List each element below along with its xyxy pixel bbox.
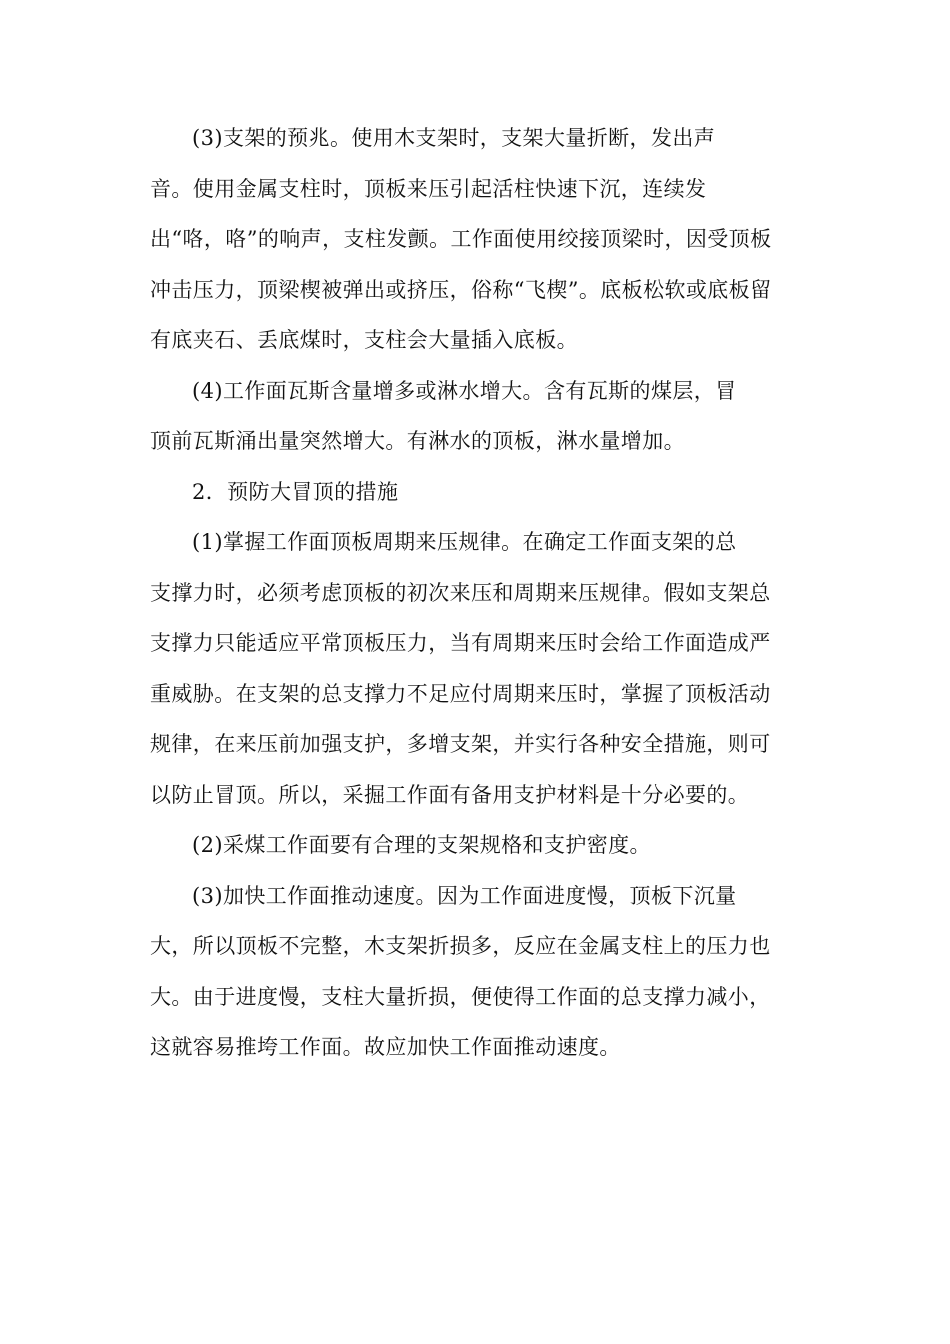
text-line: (2)采煤工作面要有合理的支架规格和支护密度。	[192, 833, 651, 857]
text-line: (3)支架的预兆。使用木支架时，支架大量折断，发出声	[192, 126, 716, 150]
paragraph-gas-water-increase	[150, 366, 810, 467]
text-line: 支撑力只能适应平常顶板压力，当有周期来压时会给工作面造成严	[150, 631, 771, 655]
text-line: 支撑力时，必须考虑顶板的初次来压和周期来压规律。假如支架总	[150, 580, 771, 605]
text-line: 2．预防大冒顶的措施	[192, 479, 399, 504]
paragraph-support-spec	[150, 820, 810, 871]
text-line: (3)加快工作面推动速度。因为工作面进度慢，顶板下沉量	[192, 883, 737, 908]
text-line: (1)掌握工作面顶板周期来压规律。在确定工作面支架的总	[192, 530, 737, 554]
document-body	[150, 113, 810, 1073]
text-line: 出“咯，咯”的响声，支柱发颤。工作面使用绞接顶梁时，因受顶板	[150, 227, 772, 251]
text-line: 顶前瓦斯涌出量突然增大。有淋水的顶板，淋水量增加。	[150, 429, 685, 453]
text-line: 有底夹石、丢底煤时，支柱会大量插入底板。	[150, 328, 578, 352]
paragraph-roof-support-signs	[150, 113, 810, 366]
text-line: (4)工作面瓦斯含量增多或淋水增大。含有瓦斯的煤层，冒	[192, 378, 737, 403]
text-line: 以防止冒顶。所以，采掘工作面有备用支护材料是十分必要的。	[150, 782, 750, 807]
section-heading-prevention-measures	[150, 467, 810, 518]
text-line: 重威胁。在支架的总支撑力不足应付周期来压时，掌握了顶板活动	[150, 681, 771, 706]
text-line: 规律，在来压前加强支护，多增支架，并实行各种安全措施，则可	[150, 732, 771, 756]
text-line: 这就容易推垮工作面。故应加快工作面推动速度。	[150, 1035, 621, 1059]
text-line: 音。使用金属支柱时，顶板来压引起活柱快速下沉，连续发	[150, 176, 707, 201]
paragraph-periodic-pressure	[150, 517, 810, 820]
text-line: 冲击压力，顶梁楔被弹出或挤压，俗称“飞楔”。底板松软或底板留	[150, 277, 772, 302]
paragraph-advance-speed	[150, 871, 810, 1073]
text-line: 大。由于进度慢，支柱大量折损，便使得工作面的总支撑力减小，	[150, 984, 771, 1009]
text-line: 大，所以顶板不完整，木支架折损多，反应在金属支柱上的压力也	[150, 934, 771, 958]
